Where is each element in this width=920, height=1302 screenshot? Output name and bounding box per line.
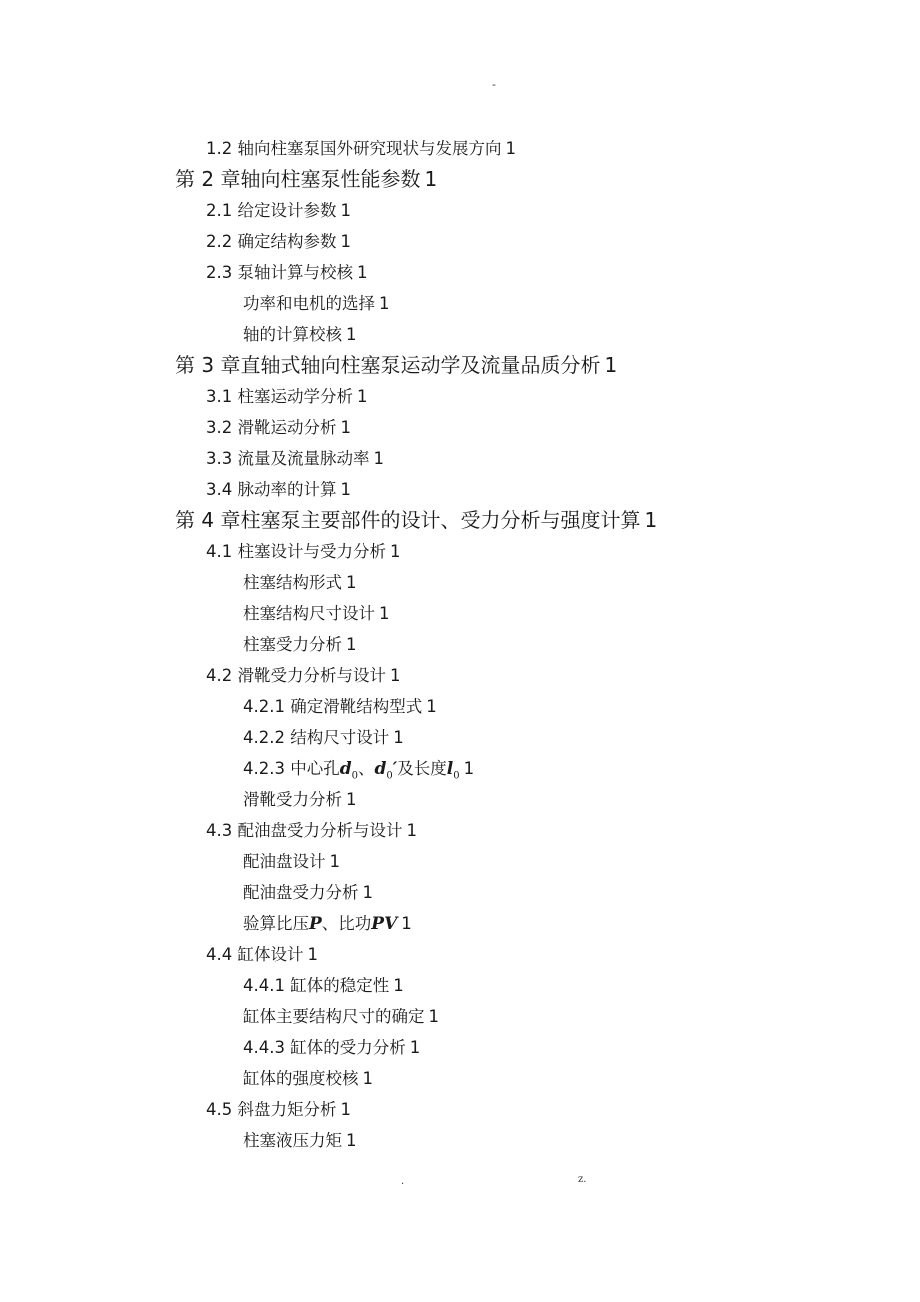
toc-entry-title: 4.2.3 中心孔 xyxy=(243,759,340,778)
toc-subentry[interactable] xyxy=(0,877,920,908)
toc-page-number: 1 xyxy=(362,1069,373,1088)
toc-entry-title: 2.1 给定设计参数 xyxy=(206,201,337,220)
toc-page-number: 1 xyxy=(463,759,475,778)
toc-entry-title: 柱塞液压力矩 xyxy=(243,1131,342,1150)
toc-entry[interactable] xyxy=(0,474,920,505)
toc-page-number: 1 xyxy=(409,1038,421,1057)
toc-entry[interactable] xyxy=(0,412,920,443)
toc-subentry[interactable] xyxy=(0,1032,920,1063)
toc-entry-title: 配油盘设计 xyxy=(243,852,326,871)
toc-page-number: 1 xyxy=(390,542,401,561)
math-symbol-l0: $l_0$ xyxy=(446,759,460,782)
toc-entry[interactable] xyxy=(0,133,920,164)
toc-page-number: 1 xyxy=(340,201,351,220)
toc-page-number: 1 xyxy=(329,852,340,871)
toc-entry-title: 第 2 章轴向柱塞泵性能参数 xyxy=(175,167,421,191)
toc-page-number: 1 xyxy=(379,294,390,313)
toc-chapter[interactable] xyxy=(0,505,920,536)
toc-entry-title: 4.4.3 缸体的受力分析 xyxy=(243,1038,406,1057)
toc-subentry[interactable] xyxy=(0,567,920,598)
toc-subentry[interactable] xyxy=(0,753,920,784)
toc-page-number: 1 xyxy=(505,139,516,158)
toc-entry-title: 3.2 滑靴运动分析 xyxy=(206,418,337,437)
toc-page-number: 1 xyxy=(373,449,384,468)
toc-entry-title: 4.2.2 结构尺寸设计 xyxy=(243,728,390,747)
toc-entry-title: 4.5 斜盘力矩分析 xyxy=(206,1100,337,1119)
toc-entry-title: 4.3 配油盘受力分析与设计 xyxy=(206,821,403,840)
toc-entry-title: 3.3 流量及流量脉动率 xyxy=(206,449,370,468)
math-symbol-pv: PV xyxy=(371,914,398,934)
toc-subentry[interactable] xyxy=(0,629,920,660)
toc-page-number: 1 xyxy=(401,914,412,933)
toc-entry[interactable] xyxy=(0,257,920,288)
toc-chapter[interactable] xyxy=(0,164,920,195)
toc-entry[interactable] xyxy=(0,1094,920,1125)
toc-entry-title: 柱塞受力分析 xyxy=(243,635,342,654)
toc-page-number: 1 xyxy=(340,480,351,499)
toc-entry-title-mid: 、比功 xyxy=(321,914,372,933)
toc-entry-title: 滑靴受力分析 xyxy=(243,790,342,809)
toc-page-number: 1 xyxy=(428,1007,439,1026)
toc-page-number: 1 xyxy=(362,883,373,902)
toc-subentry[interactable] xyxy=(0,1125,920,1156)
toc-page-number: 1 xyxy=(393,728,404,747)
toc-page-number: 1 xyxy=(346,635,357,654)
toc-entry[interactable] xyxy=(0,226,920,257)
math-symbol-d0-prime: $d_0'$ xyxy=(374,759,398,782)
toc-page-number: 1 xyxy=(340,1100,351,1119)
toc-entry-title-mid: 及长度 xyxy=(397,759,447,778)
table-of-contents xyxy=(0,133,920,1156)
toc-entry-title: 3.4 脉动率的计算 xyxy=(206,480,337,499)
toc-subentry[interactable] xyxy=(0,784,920,815)
toc-entry[interactable] xyxy=(0,443,920,474)
toc-page-number: 1 xyxy=(340,418,351,437)
toc-entry-title: 2.2 确定结构参数 xyxy=(206,232,337,251)
toc-entry-title: 柱塞结构尺寸设计 xyxy=(243,604,375,623)
toc-entry-title: 4.4 缸体设计 xyxy=(206,945,304,964)
footer-mark-left: . xyxy=(401,1176,405,1187)
toc-chapter[interactable] xyxy=(0,350,920,381)
toc-entry-title: 功率和电机的选择 xyxy=(243,294,375,313)
toc-subentry[interactable] xyxy=(0,1063,920,1094)
toc-entry[interactable] xyxy=(0,815,920,846)
toc-subentry[interactable] xyxy=(0,970,920,1001)
toc-entry-title: 4.4.1 缸体的稳定性 xyxy=(243,976,390,995)
toc-page-number: 1 xyxy=(424,167,438,191)
toc-page-number: 1 xyxy=(307,945,318,964)
toc-subentry[interactable] xyxy=(0,846,920,877)
toc-entry-title: 4.1 柱塞设计与受力分析 xyxy=(206,542,386,561)
toc-entry-title: 第 3 章直轴式轴向柱塞泵运动学及流量品质分析 xyxy=(175,353,601,377)
toc-page-number: 1 xyxy=(604,353,618,377)
separator: 、 xyxy=(358,759,375,778)
toc-page-number: 1 xyxy=(346,325,357,344)
toc-subentry[interactable] xyxy=(0,319,920,350)
toc-entry-title: 缸体主要结构尺寸的确定 xyxy=(243,1007,425,1026)
toc-entry-title: 2.3 泵轴计算与校核 xyxy=(206,263,353,282)
toc-entry-title: 验算比压 xyxy=(243,914,309,933)
toc-subentry[interactable] xyxy=(0,691,920,722)
toc-entry-title: 4.2.1 确定滑靴结构型式 xyxy=(243,697,423,716)
toc-subentry[interactable] xyxy=(0,722,920,753)
toc-entry[interactable] xyxy=(0,660,920,691)
toc-page-number: 1 xyxy=(390,666,401,685)
toc-page-number: 1 xyxy=(406,821,417,840)
toc-entry-title: 1.2 轴向柱塞泵国外研究现状与发展方向 xyxy=(206,139,502,158)
toc-page-number: 1 xyxy=(426,697,437,716)
toc-entry[interactable] xyxy=(0,939,920,970)
toc-subentry[interactable] xyxy=(0,908,920,939)
toc-page-number: 1 xyxy=(346,1131,357,1150)
footer-mark-right: z. xyxy=(578,1174,587,1185)
toc-entry-title: 3.1 柱塞运动学分析 xyxy=(206,387,353,406)
toc-entry-title: 柱塞结构形式 xyxy=(243,573,342,592)
toc-subentry[interactable] xyxy=(0,288,920,319)
toc-entry-title: 轴的计算校核 xyxy=(243,325,342,344)
toc-entry-title: 第 4 章柱塞泵主要部件的设计、受力分析与强度计算 xyxy=(175,508,641,532)
toc-subentry[interactable] xyxy=(0,1001,920,1032)
toc-entry[interactable] xyxy=(0,536,920,567)
toc-page-number: 1 xyxy=(357,263,368,282)
toc-entry-title: 缸体的强度校核 xyxy=(243,1069,359,1088)
toc-subentry[interactable] xyxy=(0,598,920,629)
toc-entry[interactable] xyxy=(0,195,920,226)
toc-page-number: 1 xyxy=(644,508,658,532)
toc-entry[interactable] xyxy=(0,381,920,412)
math-symbol-p: P xyxy=(309,914,322,934)
math-symbol-d0: $d_0$ xyxy=(339,759,358,782)
toc-entry-title: 配油盘受力分析 xyxy=(243,883,359,902)
toc-page-number: 1 xyxy=(357,387,368,406)
toc-page-number: 1 xyxy=(379,604,390,623)
header-mark: - xyxy=(492,78,496,91)
toc-entry-title: 4.2 滑靴受力分析与设计 xyxy=(206,666,386,685)
toc-page-number: 1 xyxy=(340,232,351,251)
toc-page-number: 1 xyxy=(346,573,357,592)
toc-page-number: 1 xyxy=(393,976,404,995)
toc-page-number: 1 xyxy=(346,790,357,809)
